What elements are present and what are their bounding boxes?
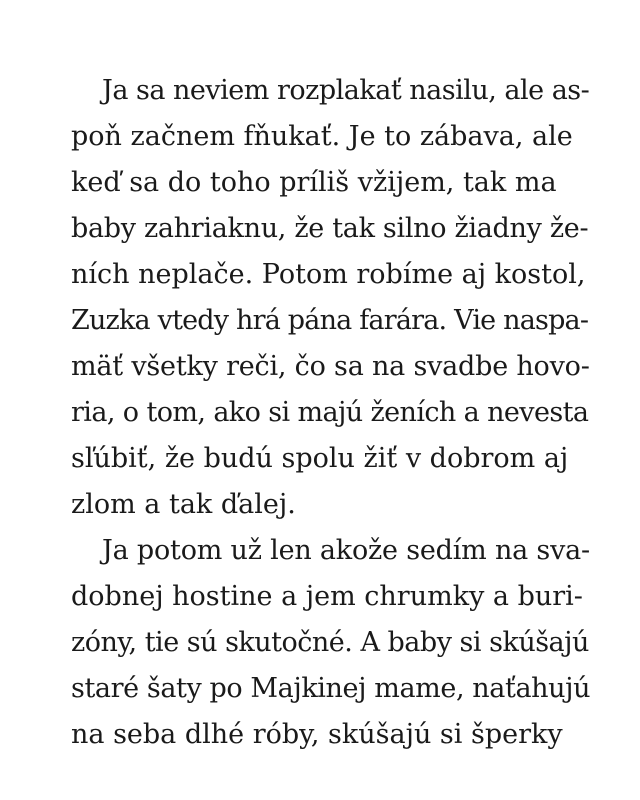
text-line: zlom a tak ďalej. <box>71 489 296 520</box>
paragraph-1 <box>71 68 591 528</box>
text-line: ria, o tom, ako si majú ženích a nevesta <box>71 397 589 428</box>
text-line: staré šaty po Majkinej mame, naťahujú <box>71 673 591 704</box>
text-line: keď sa do toho príliš vžijem, tak ma <box>71 167 557 198</box>
text-line: zóny, tie sú skutočné. A baby si skúšajú <box>71 627 589 658</box>
text-line: poň začnem fňukať. Je to zábava, ale <box>71 121 573 152</box>
text-line: ních neplače. Potom robíme aj kostol, <box>71 259 586 290</box>
paragraph-2 <box>71 528 591 758</box>
text-line: mäť všetky reči, čo sa na svadbe hovo- <box>71 351 590 382</box>
text-line: sľúbiť, že budú spolu žiť v dobrom aj <box>71 443 569 474</box>
text-line: Ja sa neviem rozplakať nasilu, ale as- <box>102 75 590 106</box>
text-line: na seba dlhé róby, skúšajú si šperky <box>71 719 563 750</box>
body-text <box>71 68 591 758</box>
text-line: dobnej hostine a jem chrumky a buri- <box>71 581 583 612</box>
text-line: baby zahriaknu, že tak silno žiadny že- <box>71 213 589 244</box>
text-line: Ja potom už len akože sedím na sva- <box>102 535 590 566</box>
text-line: Zuzka vtedy hrá pána farára. Vie naspa- <box>71 305 589 336</box>
